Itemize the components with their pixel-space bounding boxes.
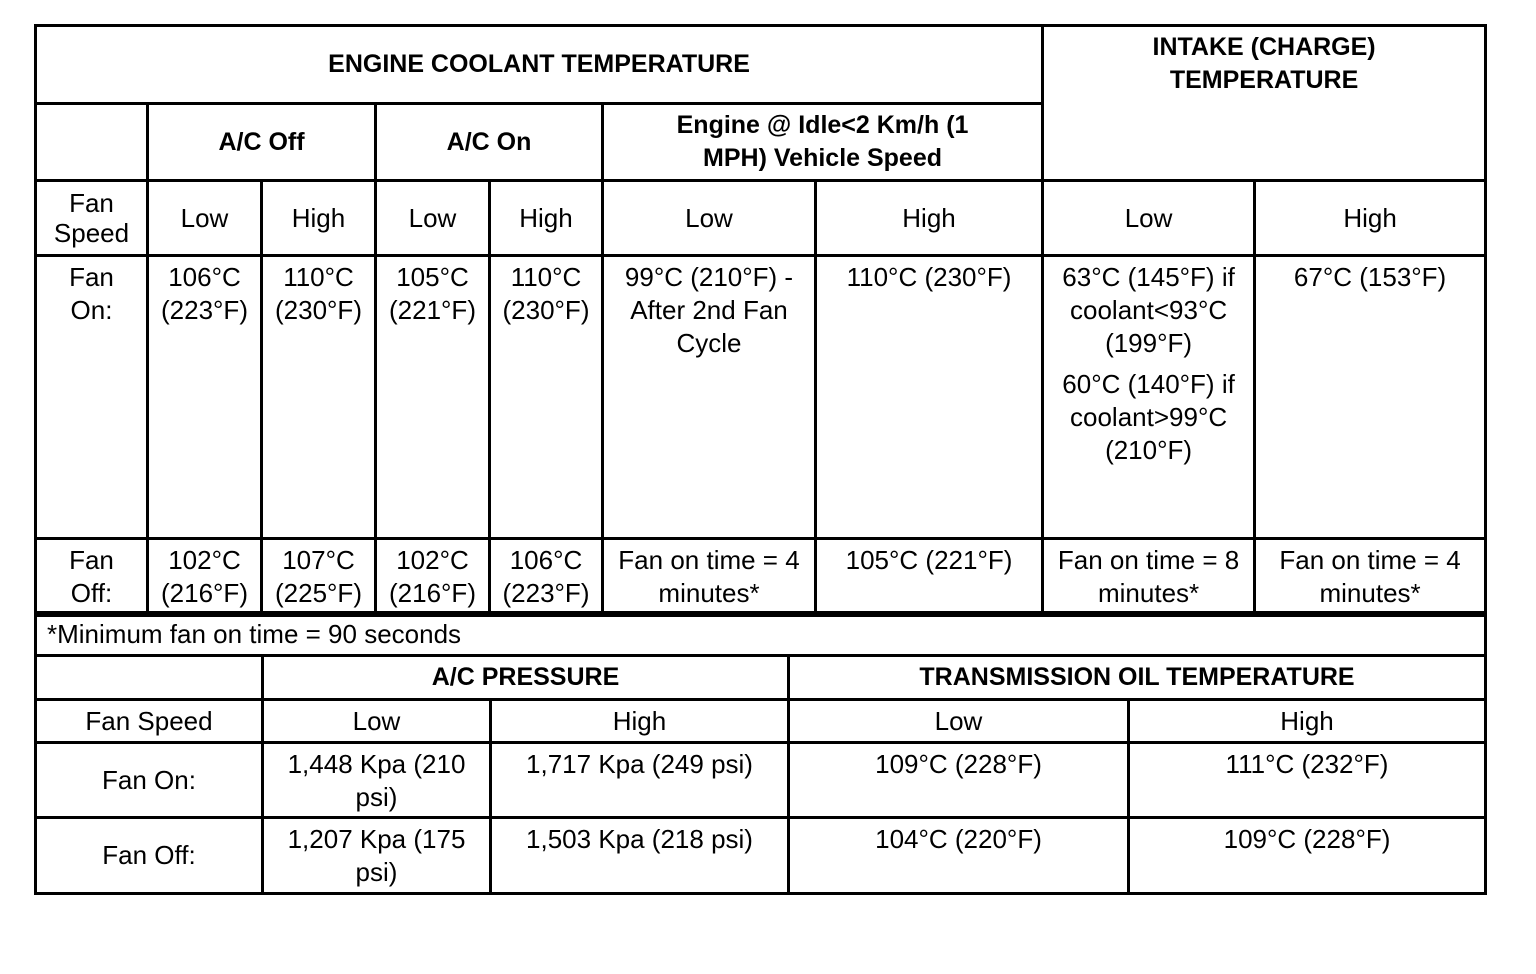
ac-pressure-header: A/C PRESSURE [263, 656, 789, 700]
speed-header-trans-high: High [1129, 700, 1486, 743]
fan-off-row-label: Fan Off: [36, 818, 263, 894]
fan-off-intake-high: Fan on time = 4 minutes* [1255, 539, 1486, 616]
speed-header-intake-high: High [1255, 181, 1486, 256]
engine-idle-header: Engine @ Idle<2 Km/h (1 MPH) Vehicle Speed [603, 104, 1043, 181]
fan-on-pressure-high: 1,717 Kpa (249 psi) [491, 743, 789, 818]
fan-off-intake-low: Fan on time = 8 minutes* [1043, 539, 1255, 616]
speed-header-ac-off-high: High [262, 181, 376, 256]
fan-off-trans-high: 109°C (228°F) [1129, 818, 1486, 894]
fan-off-idle-low: Fan on time = 4 minutes* [603, 539, 816, 616]
coolant-temperature-table [34, 24, 1487, 617]
intake-low-coolant-above: 60°C (140°F) if coolant>99°C (210°F) [1062, 369, 1235, 465]
fan-on-row-label: Fan On: [36, 256, 148, 539]
blank-corner-cell [36, 104, 148, 181]
engine-coolant-temperature-header: ENGINE COOLANT TEMPERATURE [36, 26, 1043, 104]
fan-off-trans-low: 104°C (220°F) [789, 818, 1129, 894]
fan-off-ac-off-high: 107°C (225°F) [262, 539, 376, 616]
fan-speed-label: Fan Speed [36, 181, 148, 256]
pressure-transmission-table [34, 611, 1487, 895]
fan-on-ac-off-high: 110°C (230°F) [262, 256, 376, 539]
fan-on-idle-high: 110°C (230°F) [816, 256, 1043, 539]
fan-off-ac-off-low: 102°C (216°F) [148, 539, 262, 616]
fan-off-row-label: Fan Off: [36, 539, 148, 616]
intake-charge-temperature-header: INTAKE (CHARGE) TEMPERATURE [1043, 26, 1486, 181]
speed-header-intake-low: Low [1043, 181, 1255, 256]
speed-header-ac-off-low: Low [148, 181, 262, 256]
fan-on-ac-on-low: 105°C (221°F) [376, 256, 490, 539]
speed-header-pressure-high: High [491, 700, 789, 743]
fan-off-ac-on-high: 106°C (223°F) [490, 539, 603, 616]
fan-on-pressure-low: 1,448 Kpa (210 psi) [263, 743, 491, 818]
speed-header-idle-low: Low [603, 181, 816, 256]
fan-off-pressure-low: 1,207 Kpa (175 psi) [263, 818, 491, 894]
speed-header-ac-on-low: Low [376, 181, 490, 256]
intake-low-coolant-below: 63°C (145°F) if coolant<93°C (199°F) [1062, 262, 1235, 358]
speed-header-pressure-low: Low [263, 700, 491, 743]
speed-header-idle-high: High [816, 181, 1043, 256]
fan-off-ac-on-low: 102°C (216°F) [376, 539, 490, 616]
fan-on-trans-low: 109°C (228°F) [789, 743, 1129, 818]
transmission-oil-temperature-header: TRANSMISSION OIL TEMPERATURE [789, 656, 1486, 700]
fan-on-ac-off-low: 106°C (223°F) [148, 256, 262, 539]
blank-corner-cell [36, 656, 263, 700]
fan-on-intake-high: 67°C (153°F) [1255, 256, 1486, 539]
speed-header-ac-on-high: High [490, 181, 603, 256]
fan-off-idle-high: 105°C (221°F) [816, 539, 1043, 616]
fan-on-trans-high: 111°C (232°F) [1129, 743, 1486, 818]
minimum-fan-time-footnote: *Minimum fan on time = 90 seconds [36, 613, 1486, 656]
speed-header-trans-low: Low [789, 700, 1129, 743]
fan-off-pressure-high: 1,503 Kpa (218 psi) [491, 818, 789, 894]
fan-on-row-label: Fan On: [36, 743, 263, 818]
fan-on-idle-low: 99°C (210°F) - After 2nd Fan Cycle [603, 256, 816, 539]
ac-on-header: A/C On [376, 104, 603, 181]
fan-on-ac-on-high: 110°C (230°F) [490, 256, 603, 539]
ac-off-header: A/C Off [148, 104, 376, 181]
fan-on-intake-low [1043, 256, 1255, 539]
fan-speed-label: Fan Speed [36, 700, 263, 743]
